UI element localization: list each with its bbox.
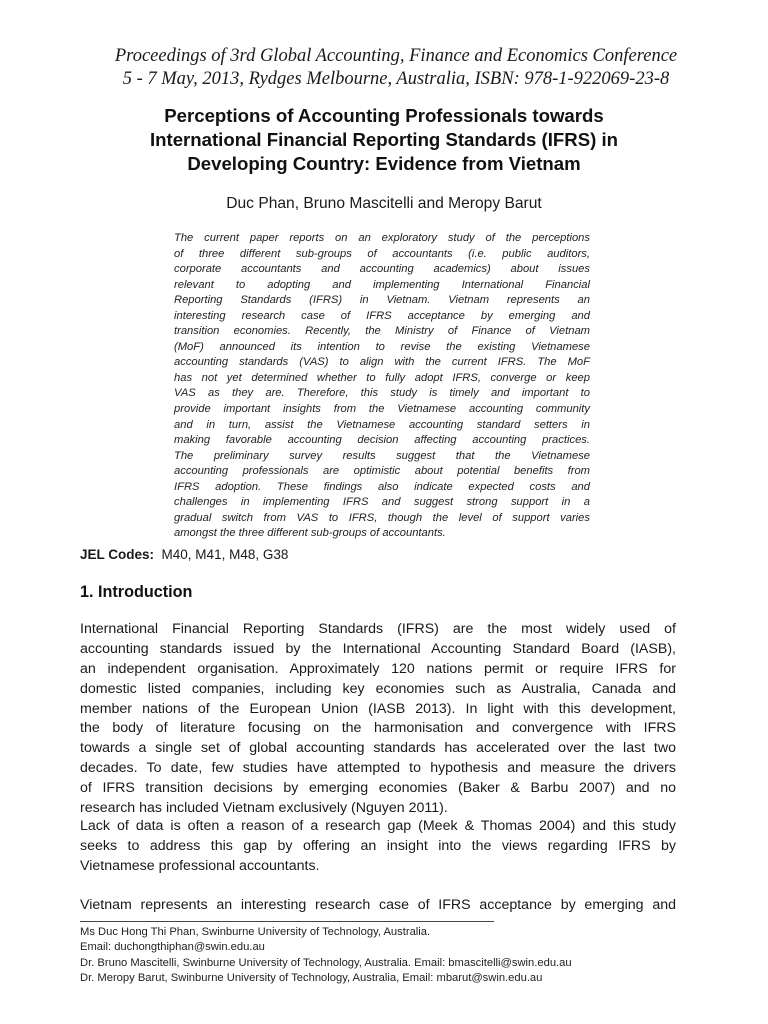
intro-paragraph-2 [80,817,676,877]
abstract-line: making favorable accounting decision affecting accounting practices. [174,434,590,447]
footnote-author-1-email: Email: duchongthiphan@swin.edu.au [80,941,265,954]
text-line: seeks to address this gap by offering an insight into the views regarding IFRS by [80,837,676,854]
text-line: member nations of the European Union (IASB 2013). In light with this development, [80,700,676,717]
jel-codes [80,546,288,564]
text-line: domestic listed companies, including key economies such as Australia, Canada and [80,680,676,697]
footnote-author-1: Ms Duc Hong Thi Phan, Swinburne University of Technology, Australia. [80,926,431,938]
text-line: research has included Vietnam exclusively (Nguyen 2011). [80,800,448,817]
text-line: accounting standards issued by the International Accounting Standard Board (IASB), [80,640,676,657]
abstract-line: interesting research case of IFRS acceptance by emerging and [174,309,590,322]
abstract-line: VAS as they are. Therefore, this study is timely and important to [174,387,590,400]
footnote-divider [80,921,494,922]
text-line: towards a single set of global accounting standards has accelerated over the last two [80,740,676,757]
title-line: International Financial Reporting Standards (IFRS) in [150,129,618,150]
intro-paragraph-3 [80,896,676,916]
abstract-line: (MoF) announced its intention to revise the existing Vietnamese [174,340,590,353]
abstract-line: of three different sub-groups of accountants (i.e. public auditors, [174,247,590,260]
abstract-line: The current paper reports on an exploratory study of the perceptions [174,232,590,244]
text-line: an independent organisation. Approximately 120 nations permit or require IFRS for [80,660,676,677]
footnotes [80,925,700,987]
text-line: of IFRS transition decisions by emerging economies (Baker & Barbu 2007) and no [80,780,676,797]
intro-paragraph-1 [80,620,676,819]
abstract-line: gradual switch from VAS to IFRS, though the level of support varies [174,511,590,524]
abstract-line: challenges in implementing IFRS and suggest strong support in a [174,496,590,509]
abstract-line: has not yet determined whether to fully adopt IFRS, converge or keep [174,371,590,384]
jel-code-values: M40, M41, M48, G38 [161,547,289,562]
abstract-line: amongst the three different sub-groups of accountants. [174,527,446,540]
text-line: Lack of data is often a reason of a research gap (Meek & Thomas 2004) and this study [80,818,676,834]
abstract-line: Reporting Standards (IFRS) in Vietnam. Vietnam represents an [174,294,590,307]
footnote-author-2: Dr. Bruno Mascitelli, Swinburne University of Technology, Australia. Email: bmascitelli@swin.edu.au [80,956,572,969]
text-line: Vietnamese professional accountants. [80,857,320,874]
jel-label: JEL Codes: [80,547,155,562]
conference-details: 5 - 7 May, 2013, Rydges Melbourne, Australia, ISBN: 978-1-922069-23-8 [122,69,670,89]
title-line: Perceptions of Accounting Professionals towards [164,105,604,126]
paper-title [80,104,688,176]
footnote-author-3: Dr. Meropy Barut, Swinburne University of Technology, Australia, Email: mbarut@swin.edu.au [80,972,543,985]
abstract-line: IFRS adoption. These findings also indicate expected costs and [174,480,590,493]
text-line: Vietnam represents an interesting research case of IFRS acceptance by emerging and [80,897,676,913]
abstract-line: accounting professionals are optimistic about potential benefits from [174,465,590,478]
text-line: International Financial Reporting Standards (IFRS) are the most widely used of [80,621,676,637]
abstract-line: provide important insights from the Vietnamese accounting community [174,403,590,416]
abstract-line: The preliminary survey results suggest that the Vietnamese [174,449,590,462]
proceedings-header: Proceedings of 3rd Global Accounting, Finance and Economics Conference [114,46,678,66]
abstract-line: accounting standards (VAS) to align with the current IFRS. The MoF [174,356,590,369]
abstract-line: and in turn, assist the Vietnamese accounting standard setters in [174,418,590,431]
section-heading-introduction: 1. Introduction [80,583,193,601]
text-line: the body of literature focusing on the harmonisation and convergence with IFRS [80,720,676,737]
author-list: Duc Phan, Bruno Mascitelli and Meropy Barut [226,195,542,212]
abstract-line: relevant to adopting and implementing International Financial [174,278,590,291]
abstract [174,231,590,542]
abstract-line: transition economies. Recently, the Ministry of Finance of Vietnam [174,325,590,338]
text-line: decades. To date, few studies have attempted to hypothesis and measure the drivers [80,760,676,777]
title-line: Developing Country: Evidence from Vietnam [187,153,581,174]
abstract-line: corporate accountants and accounting academics) about issues [174,263,590,276]
